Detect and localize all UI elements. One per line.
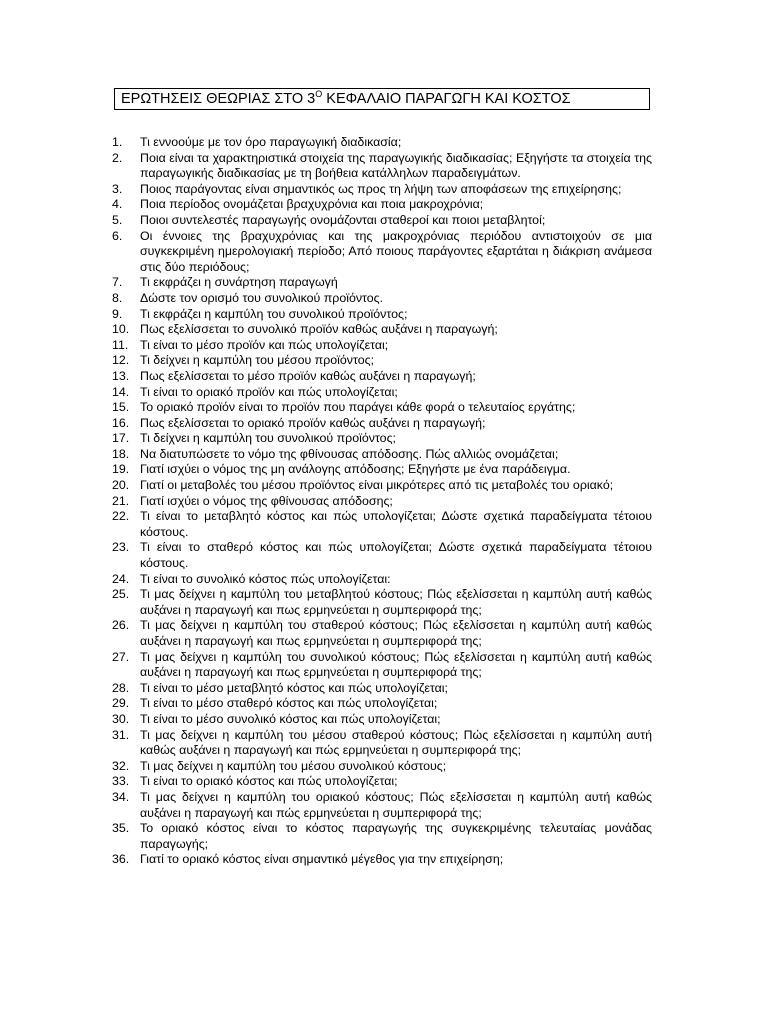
question-text: Πως εξελίσσεται το συνολικό προϊόν καθώς αυξάνει η παραγωγή; [140, 322, 498, 337]
question-text: Τι μας δείχνει η καμπύλη του μέσου σταθερού κόστους; Πώς εξελίσσεται η καμπύλη αυτή καθώς αυξάνει η παραγωγή και πώς ερμηνεύεται η συμπεριφορά της; [140, 727, 652, 758]
question-text: Πως εξελίσσεται το μέσο προϊόν καθώς αυξάνει η παραγωγή; [140, 368, 476, 383]
question-item [112, 618, 652, 649]
question-item [112, 197, 652, 213]
question-item [112, 681, 652, 697]
question-text: Γιατί οι μεταβολές του μέσου προϊόντος είναι μικρότερες από τις μεταβολές του οριακό; [140, 478, 614, 493]
question-item [112, 135, 652, 151]
question-text: Ποια είναι τα χαρακτηριστικά στοιχεία της παραγωγικής διαδικασίας; Εξηγήστε τα στοιχεία της παραγωγικής διαδικασίας με τη βοήθεια κατάλληλων παραδειγμάτων. [140, 150, 652, 181]
question-number: 9. [112, 306, 123, 321]
question-number: 14. [112, 384, 130, 399]
question-text: Δώστε τον ορισμό του συνολικού προϊόντος. [140, 290, 384, 305]
question-text: Τι εννοούμε με τον όρο παραγωγική διαδικασία; [140, 135, 402, 149]
question-text: Ποια περίοδος ονομάζεται βραχυχρόνια και ποια μακροχρόνια; [140, 197, 484, 212]
question-text: Γιατί ισχύει ο νόμος της μη ανάλογης απόδοσης; Εξηγήστε με ένα παράδειγμα. [140, 462, 571, 477]
question-number: 11. [112, 337, 129, 352]
question-item [112, 151, 652, 182]
question-item [112, 728, 652, 759]
question-text: Τι είναι το μέσο μεταβλητό κόστος και πώς υπολογίζεται; [140, 680, 449, 695]
question-number: 1. [112, 135, 123, 149]
question-item [112, 229, 652, 276]
question-item [112, 431, 652, 447]
question-number: 33. [112, 774, 130, 789]
question-item [112, 369, 652, 385]
question-number: 17. [112, 431, 130, 446]
question-item [112, 447, 652, 463]
question-number: 5. [112, 212, 123, 227]
question-number: 32. [112, 758, 130, 773]
question-text: Τι είναι το μέσο συνολικό κόστος και πώς υπολογίζεται; [140, 711, 441, 726]
question-number: 28. [112, 680, 130, 695]
question-number: 24. [112, 571, 130, 586]
question-text: Τι εκφράζει η συνάρτηση παραγωγή [140, 275, 338, 290]
question-text: Ποιος παράγοντας είναι σημαντικός ως προς τη λήψη των αποφάσεων της επιχείρησης; [140, 181, 622, 196]
question-item [112, 385, 652, 401]
question-number: 31. [112, 727, 130, 742]
question-number: 30. [112, 711, 130, 726]
question-text: Τι είναι το μέσο σταθερό κόστος και πώς υπολογίζεται; [140, 696, 438, 711]
question-number: 4. [112, 197, 123, 212]
question-text: Να διατυπώσετε το νόμο της φθίνουσας απόδοσης. Πώς αλλιώς ονομάζεται; [140, 446, 559, 461]
question-number: 36. [112, 852, 130, 867]
question-item [112, 338, 652, 354]
question-number: 15. [112, 400, 130, 415]
question-number: 23. [112, 540, 130, 555]
question-number: 22. [112, 509, 130, 524]
question-text: Τι μας δείχνει η καμπύλη του μεταβλητού κόστους; Πώς εξελίσσεται η καμπύλη αυτή καθώς αυξάνει η παραγωγή και πως ερμηνεύεται η συμπεριφορά της; [140, 587, 652, 617]
question-item [112, 540, 652, 571]
question-number: 34. [112, 789, 130, 804]
question-number: 27. [112, 649, 130, 664]
question-text: Το οριακό προϊόν είναι το προϊόν που παράγει κάθε φορά ο τελευταίος εργάτης; [140, 400, 576, 415]
question-item [112, 650, 652, 681]
question-text: Τι είναι το μέσο προϊόν και πώς υπολογίζεται; [140, 337, 389, 352]
question-text: Τι εκφράζει η καμπύλη του συνολικού προϊόντος; [140, 306, 408, 321]
document-title [114, 88, 650, 110]
question-text: Τι μας δείχνει η καμπύλη του μέσου συνολικού κόστους; [140, 758, 447, 773]
question-number: 35. [112, 821, 130, 836]
question-text: Πως εξελίσσεται το οριακό προϊόν καθώς αυξάνει η παραγωγή; [140, 415, 486, 430]
question-item [112, 712, 652, 728]
question-text: Ποιοι συντελεστές παραγωγής ονομάζονται σταθεροί και ποιοι μεταβλητοί; [140, 212, 546, 227]
question-number: 12. [112, 353, 130, 368]
question-text: Τι είναι το μεταβλητό κόστος και πώς υπολογίζεται; Δώστε σχετικά παραδείγματα τέτοιου κόστους. [140, 509, 652, 539]
question-number: 21. [112, 493, 130, 508]
question-number: 2. [112, 150, 123, 165]
question-number: 13. [112, 368, 130, 383]
question-text: Τι μας δείχνει η καμπύλη του σταθερού κόστους; Πώς εξελίσσεται η καμπύλη αυτή καθώς αυξάνει η παραγωγή και πως ερμηνεύεται η συμπεριφορά της; [140, 618, 652, 648]
question-item [112, 275, 652, 291]
question-text: Τι μας δείχνει η καμπύλη του συνολικού κόστους; Πώς εξελίσσεται η καμπύλη αυτή καθώς αυξάνει η παραγωγή και πως ερμηνεύεται η συμπεριφορά της; [140, 649, 652, 680]
question-item [112, 478, 652, 494]
question-text: Τι είναι το οριακό κόστος και πώς υπολογίζεται; [140, 774, 398, 789]
question-text: Τι δείχνει η καμπύλη του συνολικού προϊόντος; [140, 431, 396, 446]
question-number: 19. [112, 462, 130, 477]
question-number: 10. [112, 322, 130, 337]
question-text: Τι είναι το σταθερό κόστος και πώς υπολογίζεται; Δώστε σχετικά παραδείγματα τέτοιου κόστους. [140, 540, 652, 571]
question-item [112, 587, 652, 618]
title-prefix: ΕΡΩΤΗΣΕΙΣ ΘΕΩΡΙΑΣ ΣΤΟ 3 [121, 91, 316, 107]
question-number: 3. [112, 181, 123, 196]
question-number: 26. [112, 618, 130, 633]
question-item [112, 353, 652, 369]
title-suffix: ΚΕΦΑΛΑΙΟ ΠΑΡΑΓΩΓΗ ΚΑΙ ΚΟΣΤΟΣ [322, 91, 571, 107]
question-text: Τι είναι το οριακό προϊόν και πώς υπολογίζεται; [140, 384, 398, 399]
question-number: 29. [112, 696, 130, 711]
question-item [112, 307, 652, 323]
question-number: 8. [112, 290, 123, 305]
question-item [112, 182, 652, 198]
question-text: Τι είναι το συνολικό κόστος πώς υπολογίζεται: [140, 571, 391, 586]
question-item [112, 852, 652, 868]
question-item [112, 759, 652, 775]
question-item [112, 213, 652, 229]
question-item [112, 790, 652, 821]
question-item [112, 322, 652, 338]
question-number: 16. [112, 415, 130, 430]
question-text: Το οριακό κόστος είναι το κόστος παραγωγής της συγκεκριμένης τελευταίας μονάδας παραγωγής; [140, 821, 652, 851]
question-item [112, 291, 652, 307]
question-number: 7. [112, 275, 123, 290]
question-number: 20. [112, 478, 130, 493]
question-text: Τι δείχνει η καμπύλη του μέσου προϊόντος; [140, 353, 375, 368]
question-text: Οι έννοιες της βραχυχρόνιας και της μακροχρόνιας περιόδου αντιστοιχούν σε μια συγκεκριμένη ημερολογιακή περίοδο; Από ποιους παράγοντες εξαρτάται η διάκριση ανάμεσα στις δύο περιόδους; [140, 228, 652, 274]
question-number: 25. [112, 587, 130, 602]
question-text: Γιατί το οριακό κόστος είναι σημαντικό μέγεθος για την επιχείρηση; [140, 852, 504, 867]
question-item [112, 774, 652, 790]
question-item [112, 696, 652, 712]
question-text: Γιατί ισχύει ο νόμος της φθίνουσας απόδοσης; [140, 493, 393, 508]
question-item [112, 494, 652, 510]
question-item [112, 572, 652, 588]
question-item [112, 462, 652, 478]
question-number: 6. [112, 228, 123, 243]
questions-list [112, 135, 652, 868]
question-text: Τι μας δείχνει η καμπύλη του οριακού κόστους; Πώς εξελίσσεται η καμπύλη αυτή καθώς αυξάνει η παραγωγή και πώς ερμηνεύεται η συμπεριφορά της; [140, 789, 652, 820]
title-superscript: Ο [315, 89, 323, 99]
question-item [112, 400, 652, 416]
question-item [112, 821, 652, 852]
question-number: 18. [112, 446, 130, 461]
question-item [112, 509, 652, 540]
question-item [112, 416, 652, 432]
